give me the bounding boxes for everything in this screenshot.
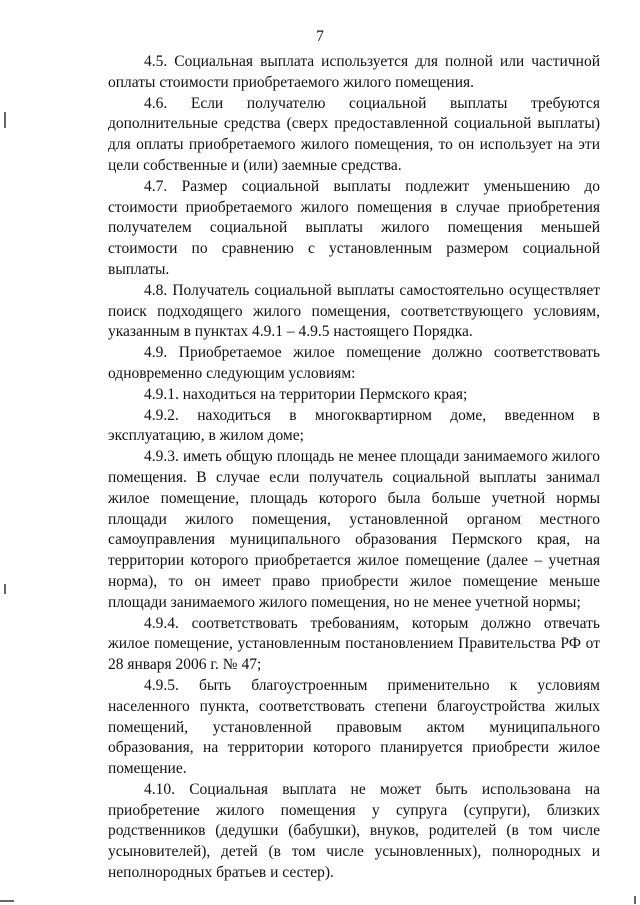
paragraph-4-9-4: 4.9.4. соответствовать требованиям, которым должно отвечать жилое помещение, установленным постановлением Правительства РФ от 28 января 2006 г. № 47;	[108, 614, 600, 674]
page-number: 7	[316, 28, 324, 45]
paragraph-4-9-3: 4.9.3. иметь общую площадь не менее площади занимаемого жилого помещения. В случае если получатель социальной выплаты занимал жилое помещение, площадь которого была больше учетной нормы площади жилого помещения, установленной органом местного самоуправления муниципального образования Пермского края, на территории которого приобретается жилое помещение (далее – учетная норма), то он имеет право приобрести жилое помещение меньше площади занимаемого жилого помещения, но не менее учетной нормы;	[108, 448, 600, 611]
scan-mark-bottom	[0, 900, 14, 902]
document-body	[108, 52, 600, 884]
paragraph-4-9-5: 4.9.5. быть благоустроенным применительно к условиям населенного пункта, соответствовать степени благоустройства жилых помещений, установленной правовым актом муниципального образования, на территории которого планируется приобрести жилое помещение.	[108, 676, 600, 778]
paragraph-4-9-1: 4.9.1. находиться на территории Пермского края;	[144, 385, 468, 403]
paragraph-4-9: 4.9. Приобретаемое жилое помещение должно соответствовать одновременно следующим условиям:	[108, 344, 600, 382]
scan-mark-right	[634, 896, 636, 904]
paragraph-4-7: 4.7. Размер социальной выплаты подлежит уменьшению до стоимости приобретаемого жилого помещения в случае приобретения получателем социальной выплаты жилого помещения меньшей стоимости по сравнению с установленным размером социальной выплаты.	[108, 177, 600, 278]
paragraph-4-8: 4.8. Получатель социальной выплаты самостоятельно осуществляет поиск подходящего жилого помещения, соответствующего условиям, указанным в пунктах 4.9.1 – 4.9.5 настоящего Порядка.	[108, 281, 600, 341]
paragraph-4-9-2: 4.9.2. находиться в многоквартирном доме, введенном в эксплуатацию, в жилом доме;	[108, 406, 600, 445]
paragraph-4-6: 4.6. Если получателю социальной выплаты требуются дополнительные средства (сверх предоставленной социальной выплаты) для оплаты приобретаемого жилого помещения, то он использует на эти цели собственные и (или) заемные средства.	[108, 94, 600, 174]
paragraph-4-5: 4.5. Социальная выплата используется для полной или частичной оплаты стоимости приобретаемого жилого помещения.	[108, 53, 600, 91]
paragraph-4-10: 4.10. Социальная выплата не может быть использована на приобретение жилого помещения у супруга (супруги), близких родственников (дедушки (бабушки), внуков, родителей (в том числе усыновителей), детей (в том числе усыновленных), полнородных и неполнородных братьев и сестер).	[108, 780, 600, 882]
scan-mark-left-lower	[4, 584, 6, 594]
scan-mark-left	[4, 112, 6, 128]
